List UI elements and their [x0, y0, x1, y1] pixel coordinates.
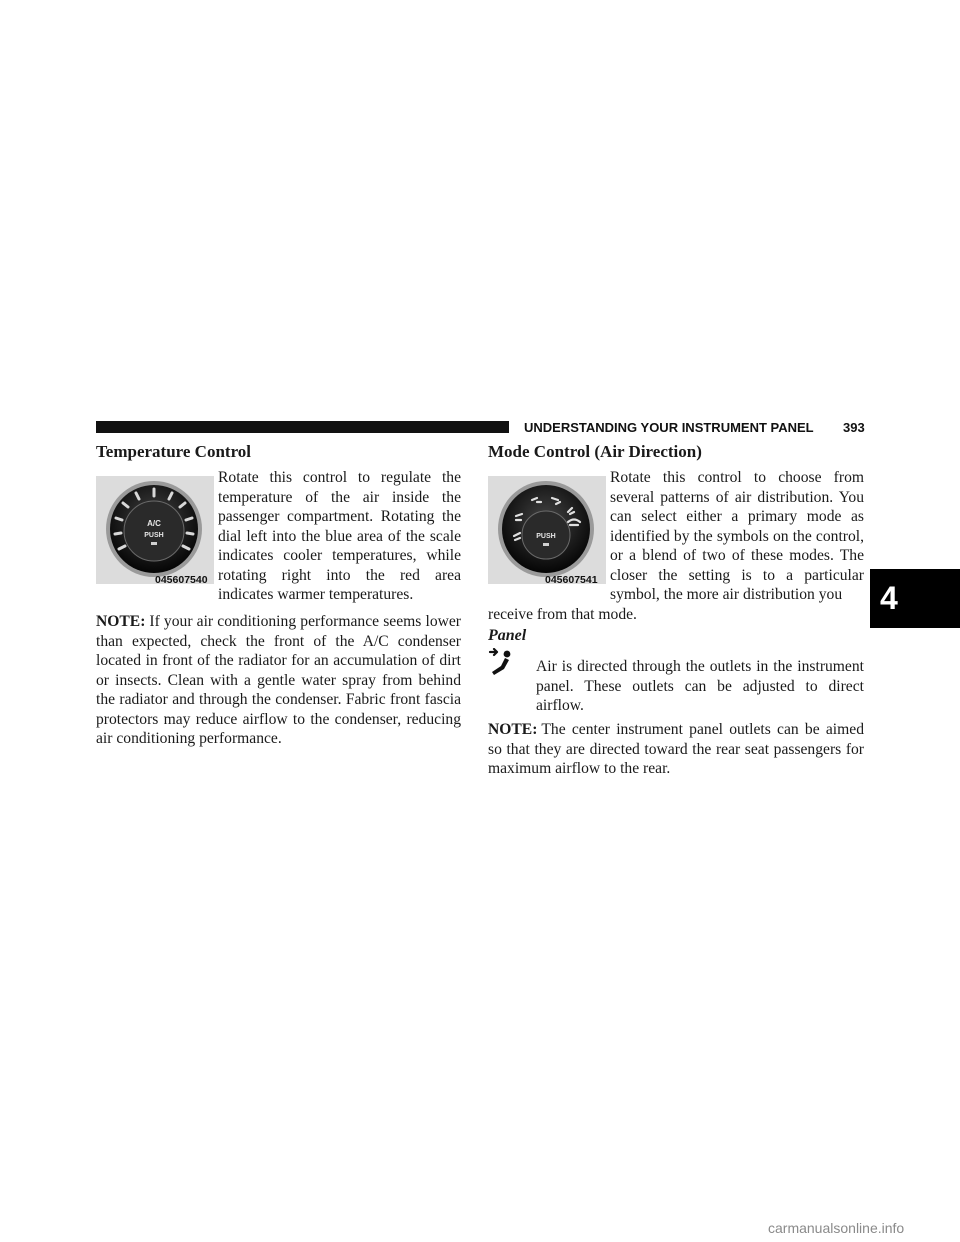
page-number: 393: [843, 420, 865, 435]
watermark: carmanualsonline.info: [768, 1220, 905, 1236]
mode-dial-figure: [488, 476, 606, 584]
header-title: UNDERSTANDING YOUR INSTRUMENT PANEL: [524, 420, 814, 435]
mode-note: [488, 720, 864, 779]
temperature-dial-icon: [96, 476, 214, 584]
mode-heading: Mode Control (Air Direction): [488, 442, 702, 461]
push-dial-label: PUSH: [144, 532, 164, 539]
mode-figure-id: 045607541: [545, 574, 598, 586]
temperature-dial-figure: [96, 476, 214, 584]
mode-intro-continued: receive from that mode.: [488, 606, 637, 623]
temperature-note-text: If your air conditioning performance seems lower than expected, check the front of the A/C condenser located in front of the radiator for an accumulation of dirt or insects. Clean with a gentle water spray from behind the radiator and through the condenser. Fabric front fascia protectors may reduce airflow to the condenser, reducing air conditioning performance.: [96, 613, 461, 747]
mode-dial-icon: [488, 476, 606, 584]
ac-dial-label: A/C: [147, 519, 161, 528]
mode-note-text: The center instrument panel outlets can be aimed so that they are directed toward the rear seat passengers for maximum airflow to the rear.: [488, 721, 864, 777]
temperature-heading: Temperature Control: [96, 442, 252, 461]
panel-heading: Panel: [488, 627, 527, 644]
header-rule: [96, 421, 509, 433]
panel-text: Air is directed through the outlets in the instrument panel. These outlets can be adjusted to direct airflow.: [536, 658, 864, 714]
note-label: NOTE:: [488, 721, 538, 738]
mode-intro: Rotate this control to choose from several patterns of air distribution. You can select either a primary mode as identified by the symbols on the control, or a blend of two of these modes. The closer the setting is to a particular symbol, the more air distribution you: [610, 469, 864, 603]
mode-push-label: PUSH: [536, 533, 556, 540]
temperature-intro: Rotate this control to regulate the temperature of the air inside the passenger compartment. Rotating the dial left into the blue area of the scale indicates cooler temperatures, while rotating right into the red area indicates warmer temperatures.: [218, 469, 461, 603]
panel-vent-icon: [488, 648, 514, 678]
temperature-figure-id: 045607540: [155, 574, 208, 586]
chapter-tab: 4: [870, 569, 960, 628]
temperature-note: [96, 612, 461, 749]
note-label: NOTE:: [96, 613, 146, 630]
